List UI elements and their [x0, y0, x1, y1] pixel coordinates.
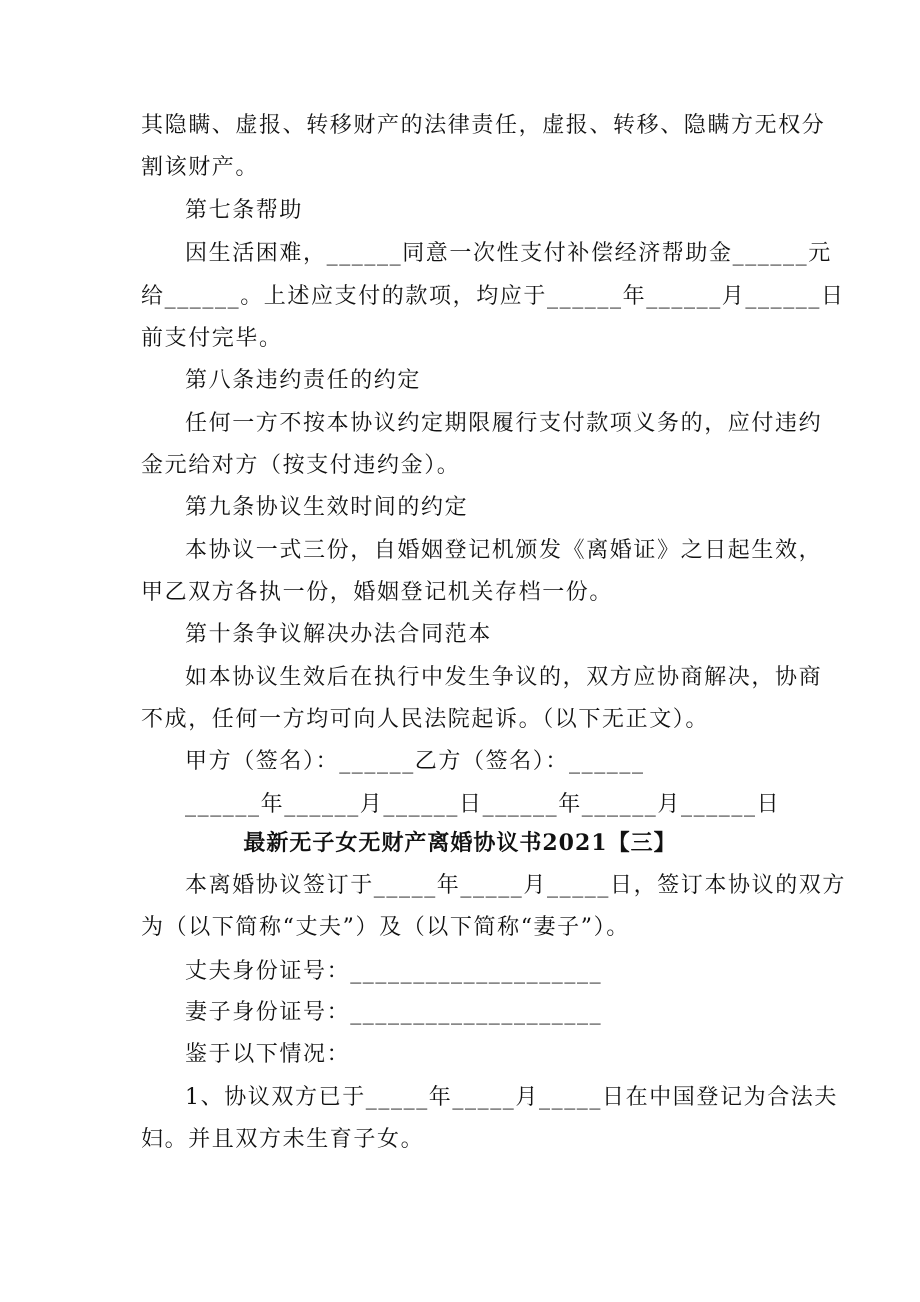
paragraph-line: 其隐瞒、虚报、转移财产的法律责任，虚报、转移、隐瞒方无权分	[141, 113, 826, 138]
article-heading: 第八条违约责任的约定	[185, 368, 422, 393]
article-heading: 第十条争议解决办法合同范本	[185, 622, 492, 647]
paragraph-line: 任何一方不按本协议约定期限履行支付款项义务的，应付违约	[185, 411, 823, 436]
paragraph-line: 如本协议生效后在执行中发生争议的，双方应协商解决，协商	[185, 665, 823, 690]
paragraph-line: 妇。并且双方未生育子女。	[141, 1127, 425, 1152]
section-title: 最新无子女无财产离婚协议书2021【三】	[243, 830, 677, 856]
paragraph-line: 本协议一式三份，自婚姻登记机颁发《离婚证》之日起生效，	[185, 538, 823, 563]
paragraph-line: 因生活困难，______同意一次性支付补偿经济帮助金______元	[185, 241, 832, 266]
paragraph-line: 鉴于以下情况：	[185, 1042, 351, 1067]
husband-id-line: 丈夫身份证号：____________________	[185, 959, 603, 984]
paragraph-line: 割该财产。	[141, 155, 260, 180]
date-line: ______年______月______日______年______月______日	[185, 792, 781, 817]
paragraph-line: 本离婚协议签订于_____年_____月_____日，签订本协议的双方	[185, 873, 847, 898]
wife-id-line: 妻子身份证号：____________________	[185, 1000, 603, 1025]
paragraph-line: 不成，任何一方均可向人民法院起诉。（以下无正文）。	[141, 707, 710, 732]
paragraph-line: 1、协议双方已于_____年_____月_____日在中国登记为合法夫	[185, 1085, 838, 1110]
paragraph-line: 前支付完毕。	[141, 326, 283, 351]
paragraph-line: 给______。上述应支付的款项，均应于______年______月______日	[141, 284, 845, 309]
paragraph-line: 甲乙双方各执一份，婚姻登记机关存档一份。	[141, 580, 614, 605]
paragraph-line: 金元给对方（按支付违约金）。	[141, 453, 461, 478]
article-heading: 第九条协议生效时间的约定	[185, 495, 469, 520]
paragraph-line: 为（以下简称“丈夫”）及（以下简称“妻子”）。	[141, 915, 630, 940]
article-heading: 第七条帮助	[185, 198, 304, 223]
signature-line: 甲方（签名）：______乙方（签名）：______	[185, 749, 645, 774]
